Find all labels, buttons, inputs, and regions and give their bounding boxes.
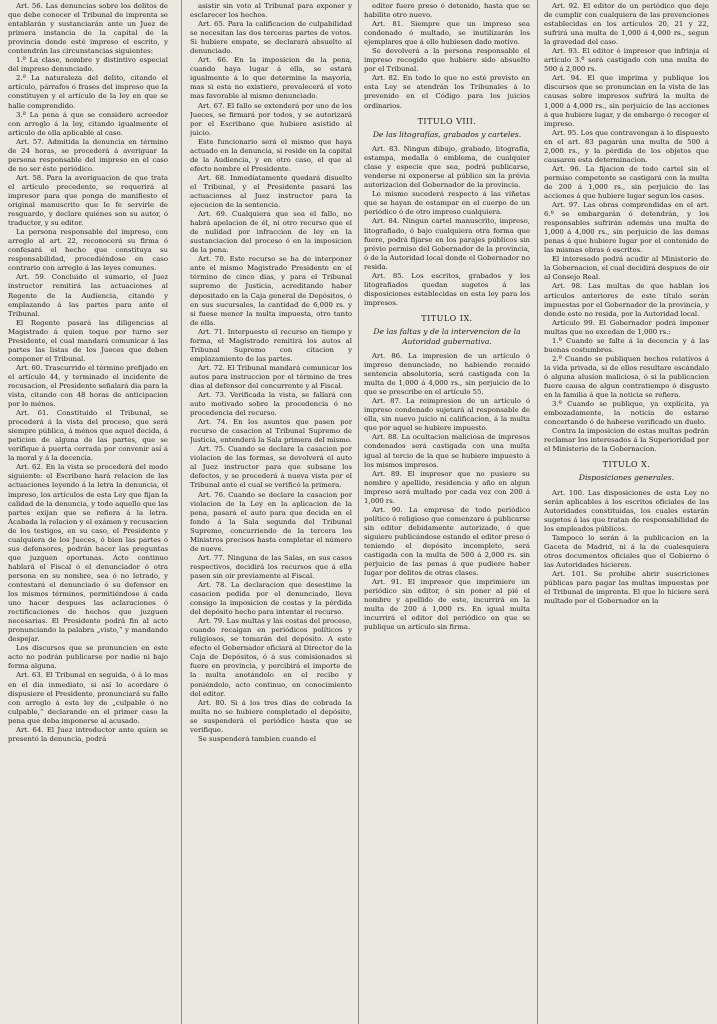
article-paragraph: 2.ª La naturaleza del delito, citando el artículo, párrafos ó frases del impreso que la constituyen y el artículo de la ley en que se halle comprendido. [8,74,168,110]
section-subtitle: Disposiciones generales. [578,473,675,483]
article-paragraph: Art. 56. Las denuncias sobre los delitos de que debe conocer el Tribunal de imprenta se entablarán y sustanciarán ante un Juez de primera instancia de la capital de la provincia donde esté impreso el escrito, y contendrán las circunstancias siguientes: [8,2,168,56]
article-paragraph: La persona responsable del impreso, con arreglo al art. 22, reconocerá su firma ó confesará el hecho que constituya su responsabilidad, procediéndose en caso contrario con arreglo á las leyes comunes. [8,228,168,273]
article-paragraph: Art. 91. El impresor que imprimiere un periódico sin editor, ó sin poner al pié el nombre y apellido de este, incurrirá en la multa de 200 á 1,000 rs. En igual multa incurrirá el editor del periódico en que se publique un artículo sin firma. [364,578,530,632]
article-paragraph: Art. 58. Para la averiguacion de que trata el artículo precedente, se requerirá al impresor para que ponga de manifiesto el original manuscrito que le fe servirle de resguardo, y declare quiénes son su autor, ó traductor, y su editor. [8,173,168,228]
article-paragraph: Art. 85. Los escritos, grabados y los litografiados quedan sugetos á las disposiciones establecidas en esta ley para los impresos. [364,271,530,307]
column-rule [537,0,538,1024]
article-paragraph: Art. 71. Interpuesto el recurso en tiempo y forma, el Magistrado remitirá los autos al Tribunal Supremo con citacion y emplazamiento de las partes. [190,327,352,363]
article-paragraph: Art. 89. El impresor que no pusiere su nombre y apellido, residencia y año en algun impreso será multado por cada vez con 200 á 1,000 rs. [364,469,530,505]
article-paragraph: Art. 74. En los asuntos que pasen por recurso de casacion al Tribunal Supremo de Justicia, entenderá la Sala primera del mismo. [190,418,352,445]
section-title: TITULO IX. [421,313,473,323]
article-paragraph: Art. 68. Inmediatamente quedará disuelto el Tribunal, y el Presidente pasará las actuaciones al Juez instructor para la ejecucion de la sentencia. [190,173,352,210]
article-paragraph: Art. 88. La ocultacion maliciosa de impresos condenados será castigada con una multa igual al tercio de la que se hubiere impuesto á los mismos impresos. [364,433,530,469]
column-rule [358,0,359,1024]
article-paragraph: 3.ª La pena á que se considere acreedor con arreglo á la ley, citando igualmente el artículo de ella aplicable al caso. [8,110,168,137]
text-column-3 [364,2,530,1022]
article-paragraph: Art. 77. Ninguna de las Salas, en sus casos respectivos, decidirá los recursos que á ella pasen sin oir previamente al Fiscal. [190,553,352,580]
article-paragraph: Este funcionario será el mismo que haya actuado en la denuncia, si reside en la capital de la Audiencia, y en otro caso, el que al efecto nombre el Presidente. [190,137,352,173]
article-paragraph: Art. 98. Las multas de que hablan los artículos anteriores de este título serán impuestas por el Gobernador de la provincia, y donde este no resida, por la Autoridad local. [544,282,709,318]
article-paragraph: Art. 100. Las disposiciones de esta Ley no serán aplicables á los escritos oficiales de las Autoridades constituidas, los cuales estarán sugetos á las que tratan de responsabilidad de los empleados públicos. [544,488,709,534]
article-paragraph: Art. 64. El Juez introductor ante quien se presentó la denuncia, podrá [8,725,168,743]
article-paragraph: Art. 75. Cuando se declare la casacion por violacion de las formas, se devolverá el auto al Juez instructor para que subsane los defectos, y se procederá á nueva vista por el Tribunal ante el cual se verificó la primera. [190,445,352,490]
article-paragraph: Art. 93. El editor ó impresor que infrinja el artículo 3.º será castigado con una multa de 500 á 2,000 rs. [544,47,709,74]
article-paragraph: Art. 59. Concluido el sumario, el Juez instructor remitirá las actuaciones al Regente de la Audiencia, citando y emplazando á las partes para ante el Tribunal. [8,273,168,318]
article-paragraph: Art. 79. Las multas y las costas del proceso, cuando recaigan en periódicos políticos y religiosos, se tomarán del depósito. A este efecto el Gobernador oficiará al Director de la Caja de Depósitos, ó á sus comisionados si fuere en provincia, y percibirá el importe de la multa anotándolo en el recibo y poniéndolo, acto continuo, en conocimiento del editor. [190,617,352,698]
article-paragraph: Art. 67. El fallo se extenderá por uno de los Jueces, se firmará por todos, y se autorizará por el Escribano que hubiere asistido al juicio. [190,101,352,137]
article-paragraph: Art. 82. En todo lo que no esté previsto en esta Ley se atendrán los Tribunales á lo prevenido en el Código para los juicios ordinarios. [364,74,530,110]
article-paragraph: Art. 84. Ningun cartel manuscrito, impreso, litografiado, ó bajo cualquiera otra forma que fuere, podrá fijarse en los parajes públicos sin prévio permiso del Gobernador de la provincia, ó de la Autoridad local donde el Gobernador no resida. [364,217,530,271]
column-rule [181,0,182,1024]
article-paragraph: editor fuere preso ó detenido, hasta que se habilite otro nuevo. [364,2,530,20]
article-paragraph: Art. 61. Constituido el Tribunal, se procederá á la vista del proceso, que será siempre pública, á ménos que aquel decida, á peticion de alguna de las partes, que se verifique á puerta cerrada por convenir así á la moral y á la decencia. [8,409,168,463]
article-paragraph: 2.º Cuando se publiquen hechos relativos á la vida privada, si de ellos resultare escándalo ó alguna alusion maliciosa, ó si la publicacion fuere causa de algun contratiempo ó disgusto en la familia á que la noticia se refiera. [544,354,709,400]
article-paragraph: Art. 86. La impresion de un artículo ó impreso denunciado, no habiendo recaido sentencia absolutoria, será castigada con la multa de 1,000 á 4,000 rs., sin perjuicio de lo que se prescribe en el artículo 55. [364,352,530,397]
article-paragraph: 1.º Cuando se falte á la decencia y á las buenas costumbres. [544,336,709,354]
article-paragraph: Art. 76. Cuando se declare la casacion por violacion de la Ley en la aplicacion de la pena, pasará el auto para que decida en el fondo á la Sala segunda del Tribunal Supremo, concurriendo de la tercera los Ministros precisos hasta completar el número de nueve. [190,490,352,553]
article-paragraph: Los discursos que se pronuncien en este acto no podrán publicarse por nadie ni bajo forma alguna. [8,644,168,671]
article-paragraph: Se devolverá a la persona responsable el impreso recogido que hubiere sido absuelto por el Tribunal. [364,47,530,74]
article-paragraph: Art. 101. Se prohibe abrir suscriciones públicas para pagar las multas impuestas por el Tribunal de imprenta. El que lo hiciere será multado por el Gobernador en la [544,570,709,606]
article-paragraph: Tampoco lo serán á la publicacion en la Gaceta de Madrid, ni á la de cualesquiera otros documentos oficiales que el Gobierno ó las Autoridades hicieren. [544,534,709,570]
article-paragraph: Art. 72. El Tribunal mandará comunicar los autos para instruccion por el término de tres dias al defensor del concurrente y al Fiscal. [190,363,352,390]
article-paragraph: Art. 78. La declaracion que desestime la casacion pedida por el denunciado, lleva consigo la imposicion de costas y la pérdida del depósito hecho para intentar el recurso. [190,581,352,617]
article-paragraph: Art. 69. Cualquiera que sea el fallo, no habrá apelacion de él, ni otro recurso que el de nulidad por infraccion de ley en la sustanciacion del proceso ó en la imposicion de la pena. [190,210,352,255]
article-paragraph: Art. 95. Los que contravengan á lo dispuesto en el art. 83 pagarán una multa de 500 á 2,000 rs., y la pérdida de los objetos que causaren esta determinacion. [544,128,709,164]
article-paragraph: El Regente pasará las diligencias al Magistrado á quien toque por turno ser Presidente, el cual mandará comunicar á las partes las listas de los Jueces que deben componer el Tribunal. [8,318,168,363]
article-paragraph: El interesado podrá acudir al Ministerio de la Gobernacion, el cual decidirá despues de oir al Consejo Real. [544,255,709,282]
article-paragraph: Art. 96. La fijacion de todo cartel sin el permiso competente se castigará con la multa de 200 á 1,000 rs., sin perjuicio de las acciones á que hubiere lugar segun los casos. [544,164,709,200]
section-title: TITULO VIII. [417,116,477,126]
article-paragraph: Art. 92. El editor de un periódico que deje de cumplir con cualquiera de las prevenciones establecidas en los artículos 20, 21 y 22, sufrirá una multa de 1,000 á 4,000 rs., segun la gravedad del caso. [544,2,709,47]
article-paragraph: Art. 87. La reimpresion de un artículo ó impreso condenado sujetará al responsable de ella, sin nuevo juicio ni calificacion, á la multa que por aquel se hubiere impuesto. [364,397,530,433]
section-subtitle: De las litografías, grabados y carteles. [372,129,522,139]
article-paragraph: Art. 57. Admitida la denuncia en término de 24 horas, se procederá á averiguar la persona responsable del impreso en el caso de no ser éste periódico. [8,137,168,173]
article-paragraph: Art. 90. La empresa de todo periódico político ó religioso que comenzare á publicarse sin editor debidamente autorizado, ó que siguiere publicándose estando el editor preso ó teniendo el depósito incompleto, será castigada con la multa de 500 á 2,000 rs. sin perjuicio de las penas á que pudiere haber lugar por delitos de otras clases. [364,505,530,578]
article-paragraph: Art. 63. El Tribunal en seguida, ó á lo mas en el dia inmediato, si así lo acordare ó dispusiere el Presidente, pronunciará su fallo con arreglo á esta ley de „culpable ó no culpable,“ declarando en el primer caso la pena que deba imponerse al acusado. [8,671,168,725]
text-column-2 [190,2,352,1022]
article-paragraph: Art. 65. Para la calificacion de culpabilidad se necesitan las dos terceras partes de votos. Si hubiere empate, se declarará absuelto al denunciado. [190,20,352,56]
article-paragraph: Art. 80. Si á los tres dias de cobrada la multa no se hubiere completado el depósito, se suspenderá el periódico hasta que se verifique. [190,698,352,734]
article-paragraph: Lo mismo sucederá respecto á las viñetas que se hayan de estampar en el cuerpo de un periódico ó de otro impreso cualquiera. [364,190,530,217]
article-paragraph: Art. 97. Las obras comprendidas en el art. 6.º se embargarán ó detendrán, y los responsables sufrirán además una multa de 1,000 á 4,000 rs., sin perjuicio de las demas penas á que hubiere lugar por el contenido de las mismas obras ó escritos. [544,201,709,255]
article-paragraph: Art. 62. En la vista se procederá del modo siguiente: el Escribano hará relacion de las actuaciones leyendo á la letra la denuncia, el impreso, los artículos de esta Ley que fijan la calidad de la denuncia, y todo aquello que las partes exijan que se refiera á la letra. Acabada la relacion y el exámen y recusacion de los testigos, en su caso, el Presidente y cualquiera de los Jueces, ó bien las partes ó sus defensores, podrán hacer las preguntas que juzguen oportunas. Acto continuo hablará el Fiscal ó el denunciador ó otra persona en su nombre, sea ó no letrado, y contestará el denunciado ó su defensor en los mismos términos, permitiéndose á cada uno hacer despues las aclaraciones ó rectificaciones de hechos que juzguen necesarias. El Presidente podrá fin al acto pronunciando la palabra „visto,“ y mandando despejar. [8,463,168,644]
article-paragraph: 1.ª La clase, nombre y distintivo especial del impreso denunciado. [8,56,168,74]
article-paragraph: Contra la imposicion de estas multas podrán reclamar los interesados á la Superioridad por el Ministerio de la Gobernacion. [544,427,709,454]
article-paragraph: Art. 60. Trascurrido el término prefijado en el artículo 44, y terminado el incidente de recusacion, el Presidente señalará dia para la vista, citando con 48 horas de anticipacion por lo ménos. [8,363,168,409]
article-paragraph: Art. 94. El que imprima y publique los discursos que se pronuncian en la vista de las causas sobre impresos sufrirá la multa de 1,000 á 4,000 rs., sin perjuicio de las acciones á que hubiere lugar, y de embargo ó recoger el impreso. [544,74,709,128]
article-paragraph: Art. 70. Este recurso se ha de interponer ante el mismo Magistrado Presidente en el término de cinco dias, y para el Tribunal supremo de Justicia, acreditando haber depositado en la Caja general de Depósitos, ó en sus sucursales, la cantidad de 6,000 rs. y si fuese menor la multa impuesta, otro tanto de ella. [190,255,352,327]
text-column-4 [544,2,709,1022]
article-paragraph: Art. 83. Ningun dibujo, grabado, litografía, estampa, medalla ó emblema, de cualquier clase y especie que sea, podrá publicarse, venderse ni exponerse al público sin la prévia autorizacion del Gobernador de la provincia. [364,145,530,190]
article-paragraph: 3.º Cuando se publique, ya explícita, ya embozadamente, la noticia de estarse concertando ó de haberse verificado un duelo. [544,400,709,427]
article-paragraph: Art. 81. Siempre que un impreso sea condenado ó multado, se inutilizarán los ejemplares que á ello hubiesen dado motivo. [364,20,530,47]
article-paragraph: Artículo 99. El Gobernador podrá imponer multas que no excedan de 1,000 rs.: [544,318,709,336]
article-paragraph: Art. 66. En la imposicion de la pena, cuando haya lugar á ella, se estará igualmente á lo que determine la mayoría, mas si esta no existiere, prevalecerá el voto mas favorable al mismo denunciado. [190,56,352,101]
section-subtitle: De las faltas y de la intervencion de la Autoridad gubernativa. [373,327,521,346]
text-column-1 [8,2,168,1022]
section-title: TITULO X. [602,460,651,470]
article-paragraph: asistir sin voto al Tribunal para exponer y esclarecer los hechos. [190,2,352,20]
article-paragraph: Se suspenderá tambien cuando el [198,734,317,743]
article-paragraph: Art. 73. Verificada la vista, se fallará con auto motivado sobre la procedencia ó no procedencia del recurso. [190,391,352,418]
